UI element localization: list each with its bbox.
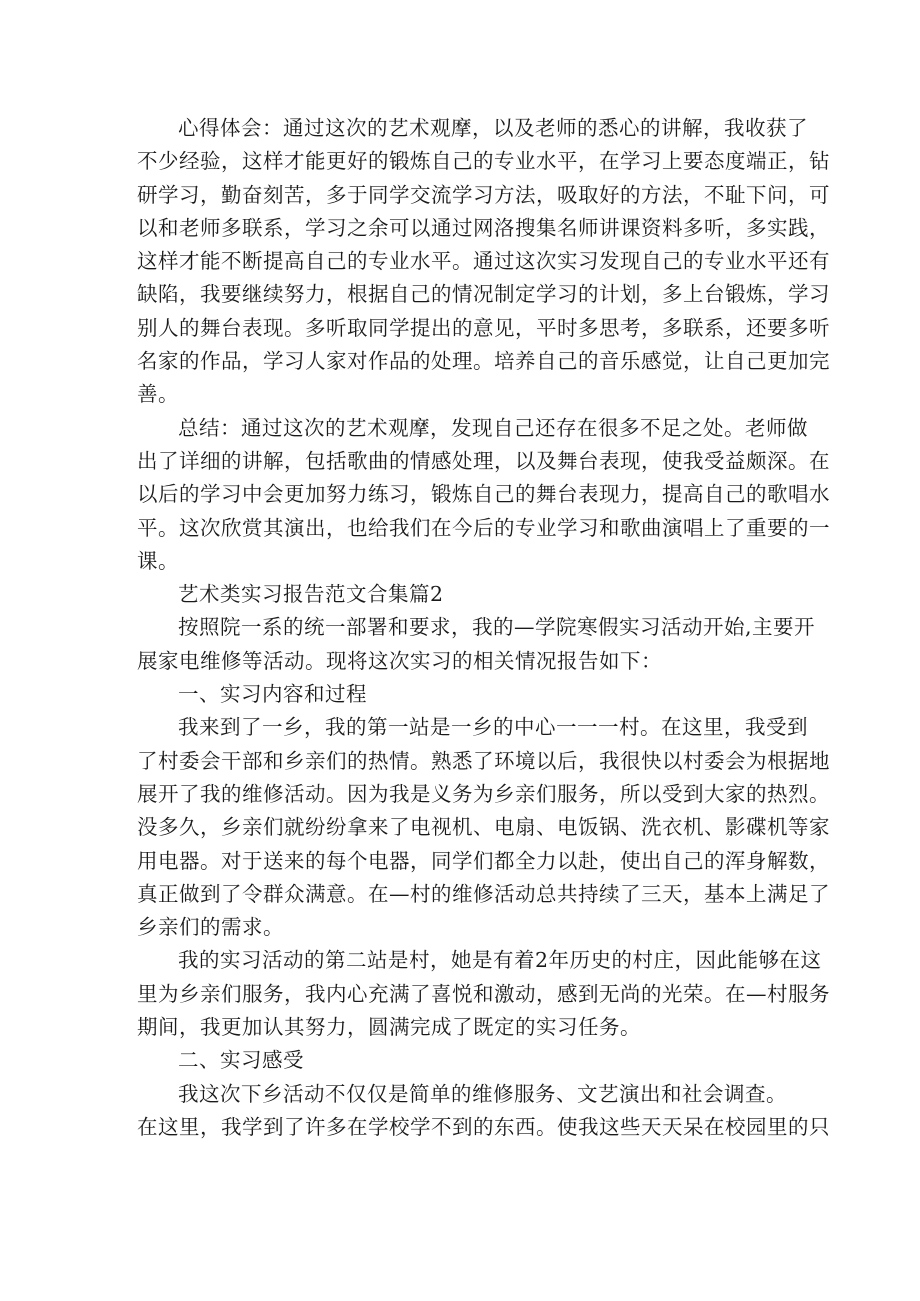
text-line: 我这次下乡活动不仅仅是简单的维修服务、文艺演出和社会调查。 [178,1081,787,1106]
text-line: 了村委会干部和乡亲们的热情。熟悉了环境以后，我很快以村委会为根据地 [137,748,830,773]
text-line: 别人的舞台表现。多听取同学提出的意见，平时多思考，多联系，还要多听 [137,315,830,340]
document-page [137,112,830,1144]
text-line: 乡亲们的需求。 [137,915,284,940]
text-line: 我的实习活动的第二站是村，她是有着2年历史的村庄，因此能够在这 [178,948,822,973]
text-line: 期间，我更加认其努力，圆满完成了既定的实习任务。 [137,1015,641,1040]
heading-line: 艺术类实习报告范文合集篇2 [178,582,444,607]
text-line: 平。这次欣赏其演出，也给我们在今后的专业学习和歌曲演唱上了重要的一 [137,515,830,540]
heading-shixi-neirong [137,678,793,711]
text-line: 缺陷，我要继续努力，根据自己的情况制定学习的计划，多上台锻炼，学习 [137,282,830,307]
paragraph-dierzhan [137,944,830,1044]
text-line: 名家的作品，学习人家对作品的处理。培养自己的音乐感觉，让自己更加完 [137,349,830,374]
heading-shixi-ganshou [137,1044,793,1077]
text-line: 课。 [137,548,179,573]
text-line: 心得体会：通过这次的艺术观摩，以及老师的悉心的讲解，我收获了 [178,116,808,140]
text-line: 不少经验，这样才能更好的锻炼自己的专业水平，在学习上要态度端正，钻 [137,149,830,174]
paragraph-wolaidao [137,711,830,944]
text-line: 总结：通过这次的艺术观摩，发现自己还存在很多不足之处。老师做 [178,415,808,440]
heading-line: 二、实习感受 [178,1048,304,1073]
text-line: 这样才能不断提高自己的专业水平。通过这次实习发现自己的专业水平还有 [137,249,830,274]
text-line: 在这里，我学到了许多在学校学不到的东西。使我这些天天呆在校园里的只 [137,1114,830,1139]
text-line: 展开了我的维修活动。因为我是义务为乡亲们服务，所以受到大家的热烈。 [137,781,830,806]
text-line: 善。 [137,382,179,407]
paragraph-anzhao [137,611,816,678]
heading-line: 一、实习内容和过程 [178,682,367,707]
text-line: 没多久，乡亲们就纷纷拿来了电视机、电扇、电饭锅、洗衣机、影碟机等家 [137,815,830,840]
text-line: 里为乡亲们服务，我内心充满了喜悦和激动，感到无尚的光荣。在—村服务 [137,981,830,1006]
paragraph-xinde [137,112,830,412]
paragraph-zongjie [137,412,830,578]
paragraph-zhexiaxiang [137,1078,830,1145]
text-line: 以和老师多联系，学习之余可以通过网洛搜集名师讲课资料多听，多实践， [137,215,830,240]
text-line: 出了详细的讲解，包括歌曲的情感处理，以及舞台表现，使我受益颇深。在 [137,448,830,473]
section-title-pian2 [137,578,793,611]
text-line: 用电器。对于送来的每个电器，同学们都全力以赴，使出自己的浑身解数， [137,848,830,873]
text-line: 以后的学习中会更加努力练习，锻炼自己的舞台表现力，提高自己的歌唱水 [137,482,830,507]
text-line: 按照院一系的统一部署和要求，我的—学院寒假实习活动开始,主要开 [178,615,816,640]
text-line: 我来到了一乡，我的第一站是一乡的中心一一一村。在这里，我受到 [178,715,808,740]
text-line: 展家电维修等活动。现将这次实习的相关情况报告如下： [137,648,662,673]
text-line: 真正做到了令群众满意。在—村的维修活动总共持续了三天，基本上满足了 [137,881,830,906]
text-line: 研学习，勤奋刻苦，多于同学交流学习方法，吸取好的方法，不耻下问，可 [137,182,830,207]
